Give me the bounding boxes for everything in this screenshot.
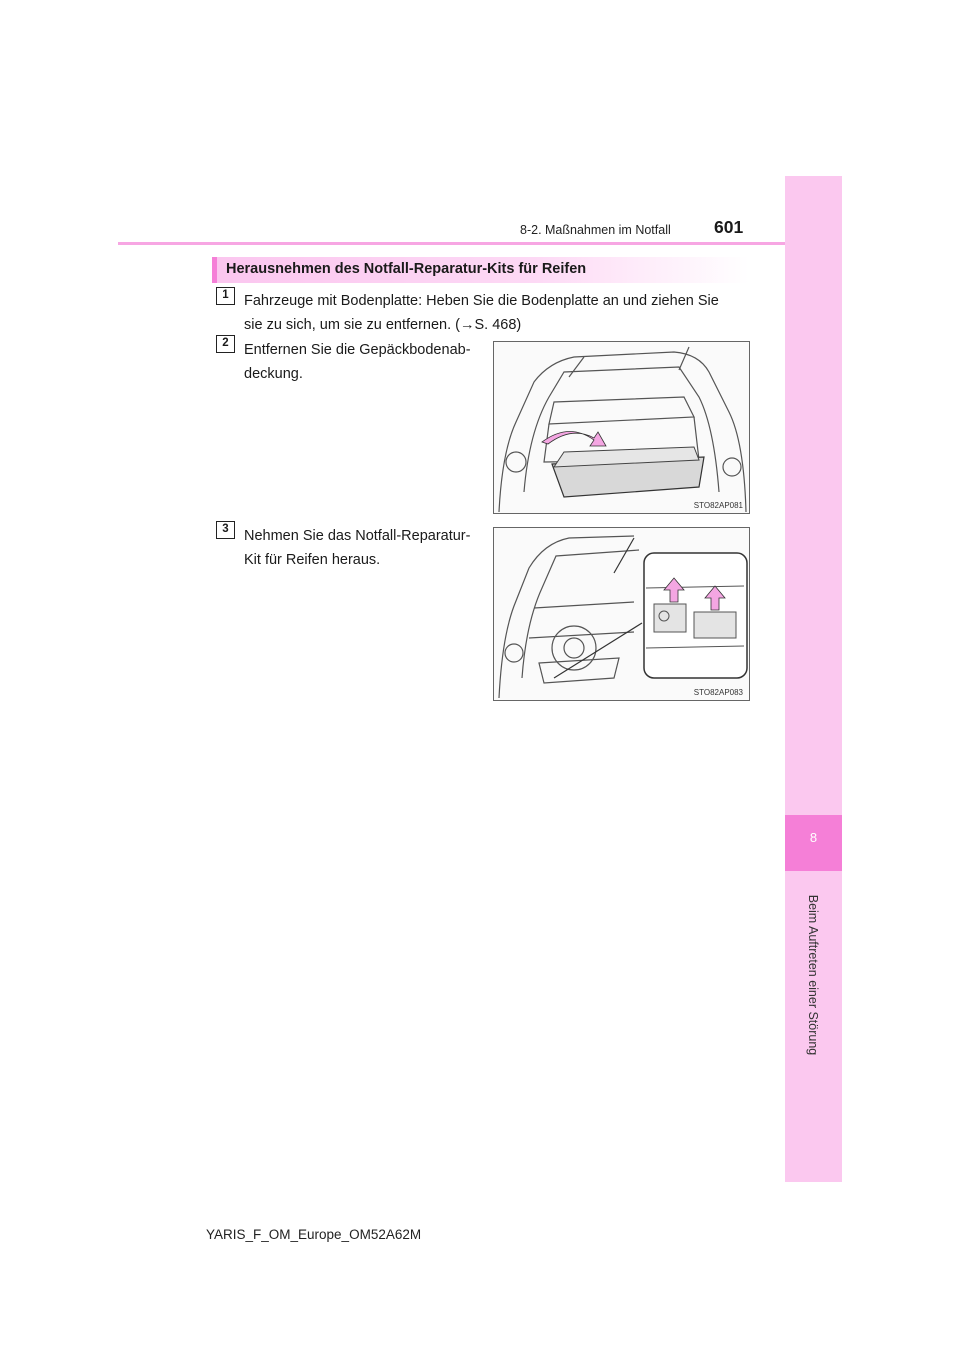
step-3-line-2: Kit für Reifen heraus.	[244, 552, 381, 568]
step-number-2: 2	[216, 335, 235, 353]
figure-code-2: STO82AP083	[693, 688, 743, 697]
step-1-line-2: sie zu sich, um sie zu entfernen. (→S. 468)	[244, 317, 522, 333]
step-2-text	[244, 338, 471, 386]
step-number-3: 3	[216, 521, 235, 539]
chapter-number: 8	[809, 830, 818, 845]
step-3-line-1: Nehmen Sie das Notfall-Reparatur-	[244, 528, 471, 544]
chapter-title: Beim Auftreten einer Störung	[806, 894, 820, 1056]
banner-title: Herausnehmen des Notfall-Reparatur-Kits für Reifen	[226, 261, 587, 277]
figure-repair-kit	[493, 527, 750, 701]
step-3-text	[244, 524, 470, 572]
step-1-line-1: Fahrzeuge mit Bodenplatte: Heben Sie die Bodenplatte an und ziehen Sie	[244, 293, 719, 309]
step-1-text	[244, 289, 719, 337]
luggage-cover-illustration	[494, 342, 749, 513]
banner-accent	[212, 257, 217, 283]
page-number: 601	[714, 217, 744, 237]
section-label: 8-2. Maßnahmen im Notfall	[520, 223, 671, 237]
header-divider	[118, 242, 785, 245]
step-2-line-1: Entfernen Sie die Gepäckbodenab-	[244, 342, 471, 358]
figure-luggage-cover	[493, 341, 750, 514]
figure-code-1: STO82AP081	[693, 501, 743, 510]
step-2-line-2: deckung.	[244, 366, 303, 382]
footer-model-code: YARIS_F_OM_Europe_OM52A62M	[206, 1227, 422, 1242]
repair-kit-illustration	[494, 528, 749, 700]
step-number-1: 1	[216, 287, 235, 305]
